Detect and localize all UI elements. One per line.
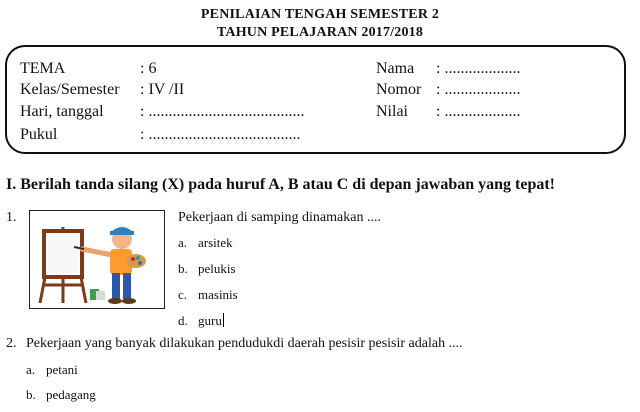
option-text: masinis (198, 287, 238, 302)
option-letter: c. (178, 287, 188, 302)
option-text: pedagang (46, 387, 96, 402)
text-cursor-line[interactable] (198, 313, 224, 329)
option-letter: b. (178, 261, 188, 276)
option-text: guru (198, 313, 222, 328)
nama-label: Nama (376, 60, 415, 77)
page-subtitle: TAHUN PELAJARAN 2017/2018 (216, 25, 424, 40)
nomor-field[interactable]: : ................... (436, 81, 521, 98)
question-text: Pekerjaan yang banyak dilakukan pendudukdi daerah pesisir pesisir adalah .... (26, 336, 463, 351)
question-number: 2. (6, 336, 17, 351)
student-info-box (5, 45, 626, 154)
nilai-field[interactable]: : ................... (436, 103, 521, 120)
kelas-semester-value: : IV /II (140, 81, 185, 98)
option-letter: d. (178, 313, 188, 328)
painter-at-easel-icon (29, 210, 165, 309)
option-letter: a. (26, 362, 36, 377)
kelas-semester-label: Kelas/Semester (20, 81, 120, 98)
text-cursor-icon (223, 313, 224, 327)
section-heading: I. Berilah tanda silang (X) pada huruf A, B atau C di depan jawaban yang tepat! (6, 176, 555, 193)
question-number: 1. (6, 210, 17, 225)
nama-field[interactable]: : ................... (436, 60, 521, 77)
nomor-label: Nomor (376, 81, 422, 98)
question-text: Pekerjaan di samping dinamakan .... (178, 210, 381, 225)
pukul-label: Pukul (20, 126, 58, 143)
option-text: arsitek (198, 235, 233, 250)
tema-label: TEMA (20, 60, 66, 77)
option-letter: b. (26, 387, 36, 402)
hari-tanggal-field[interactable]: : ....................................... (140, 103, 305, 120)
hari-tanggal-label: Hari, tanggal (20, 103, 104, 120)
tema-value: : 6 (140, 60, 157, 77)
option-text: petani (46, 362, 78, 377)
nilai-label: Nilai (376, 103, 408, 120)
pukul-field[interactable]: : ...................................... (140, 126, 301, 143)
option-letter: a. (178, 235, 188, 250)
page-title: PENILAIAN TENGAH SEMESTER 2 (200, 7, 440, 22)
option-text: pelukis (198, 261, 236, 276)
